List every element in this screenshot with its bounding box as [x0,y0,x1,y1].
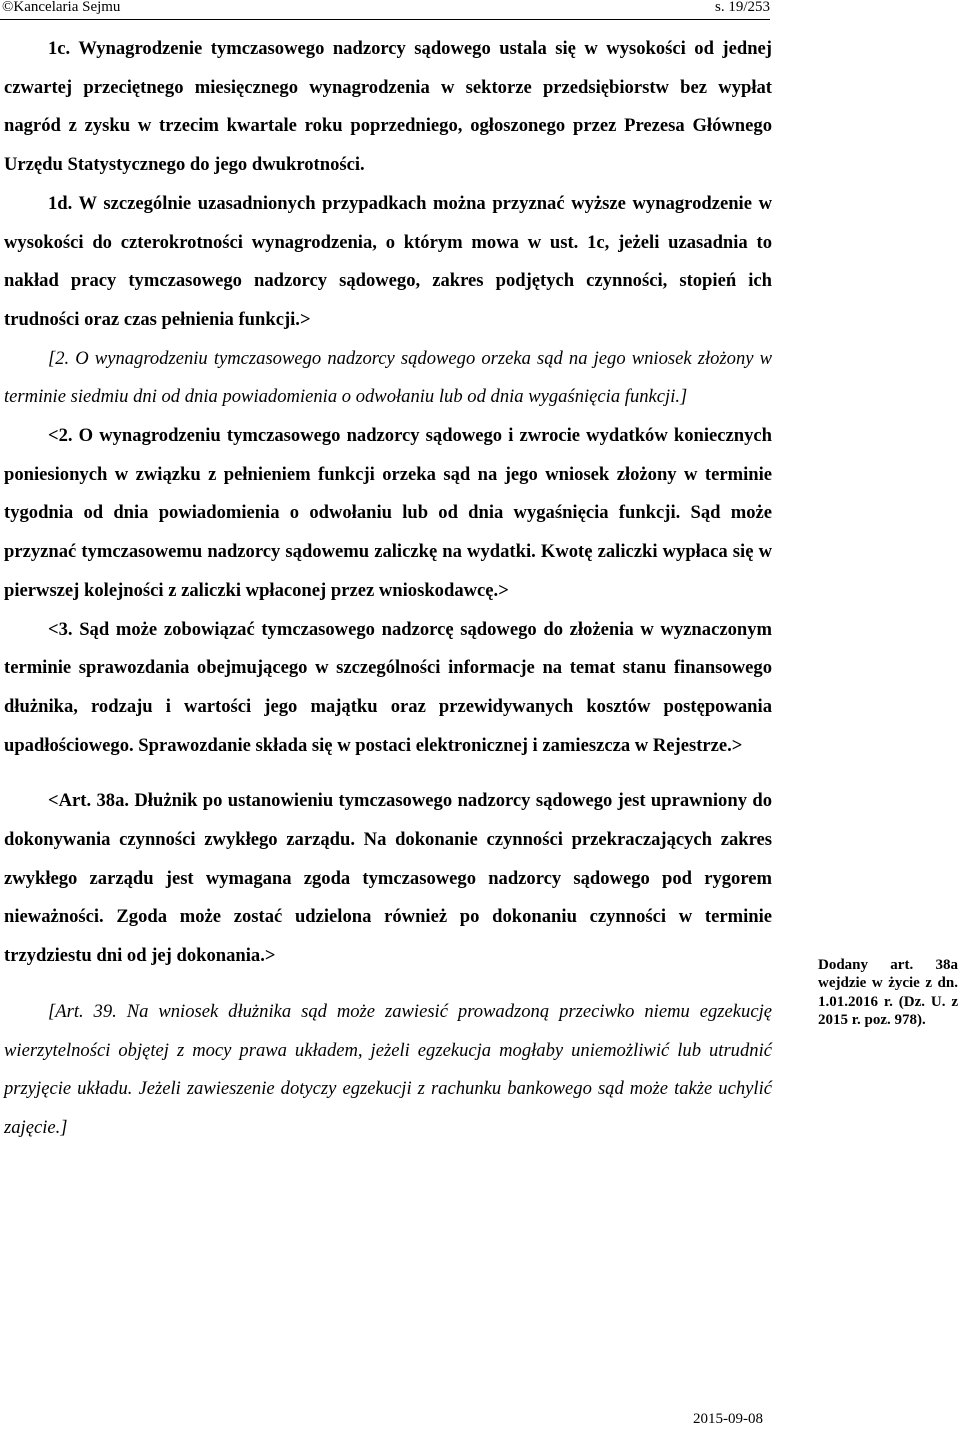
paragraph-3: <3. Sąd może zobowiązać tymczasowego nadzorcę sądowego do złożenia w wyznaczonym terminie sprawozdania obejmującego w szczególności informacje na temat stanu finansowego dłużnika, rodzaju i wartości jego majątku oraz przewidywanych kosztów postępowania upadłościowego. Sprawozdanie składa się w postaci elektronicznej i zamieszcza w Rejestrze.> [4,618,772,756]
article-39-repealed [4,993,772,1148]
paragraph-2-repealed: [2. O wynagrodzeniu tymczasowego nadzorcy sądowego orzeka sąd na jego wniosek złożony w terminie siedmiu dni od dnia powiadomienia o odwołaniu lub od dnia wygaśnięcia funkcji.] [4,347,772,408]
header-source: ©Kancelaria Sejmu [2,0,121,15]
spacer [4,976,772,993]
article-38a: <Art. 38a. Dłużnik po ustanowieniu tymczasowego nadzorcy sądowego jest uprawniony do dokonywania czynności zwykłego zarządu. Na dokonanie czynności przekraczających zakres zwykłego zarządu jest wymagana zgoda tymczasowego nadzorcy sądowego pod rygorem nieważności. Zgoda może zostać udzielona również po dokonaniu czynności w terminie trzydziestu dni od jej dokonania.> [4,790,772,967]
paragraph-1c: 1c. Wynagrodzenie tymczasowego nadzorcy sądowego ustala się w wysokości od jednej czwartej przeciętnego miesięcznego wynagrodzenia w sektorze przedsiębiorstw bez wypłat nagród z zysku w trzecim kwartale roku poprzedniego, ogłoszonego przez Prezesa Głównego Urzędu Statystycznego do jego dwukrotności. [4,38,772,176]
spacer [4,765,772,782]
article-39-label: [Art. 39. [48,1000,117,1022]
paragraph-1d: 1d. W szczególnie uzasadnionych przypadkach można przyznać wyższe wynagrodzenie w wysokości do czterokrotności wynagrodzenia, o którym mowa w ust. 1c, jeżeli uzasadnia to nakład pracy tymczasowego nadzorcy sądowego, zakres podjętych czynności, stopień ich trudności oraz czas pełnienia funkcji.> [4,192,772,330]
margin-note: Dodany art. 38a wejdzie w życie z dn. 1.01.2016 r. (Dz. U. z 2015 r. poz. 978). [818,957,958,1029]
header-page-number: s. 19/253 [714,0,770,15]
article-39-text: Na wniosek dłużnika sąd może zawiesić prowadzoną przeciwko niemu egzekucję wierzytelności objętej z mocy prawa układem, jeżeli egzekucja mogłaby uniemożliwić lub utrudnić przyjęcie układu. Jeżeli zawieszenie dotyczy egzekucji z rachunku bankowego sąd może także uchylić zajęcie.] [4,1000,772,1138]
page-header [0,0,960,20]
document-body [4,30,772,1148]
header-divider [0,19,770,20]
footer-date: 2015-09-08 [693,1411,763,1427]
paragraph-2-new: <2. O wynagrodzeniu tymczasowego nadzorcy sądowego i zwrocie wydatków koniecznych poniesionych w związku z pełnieniem funkcji orzeka sąd na jego wniosek złożony w terminie tygodnia od dnia powiadomienia o odwołaniu lub od dnia wygaśnięcia funkcji. Sąd może przyznać tymczasowemu nadzorcy sądowemu zaliczkę na wydatki. Kwotę zaliczki wypłaca się w pierwszej kolejności z zaliczki wpłaconej przez wnioskodawcę.> [4,425,772,601]
